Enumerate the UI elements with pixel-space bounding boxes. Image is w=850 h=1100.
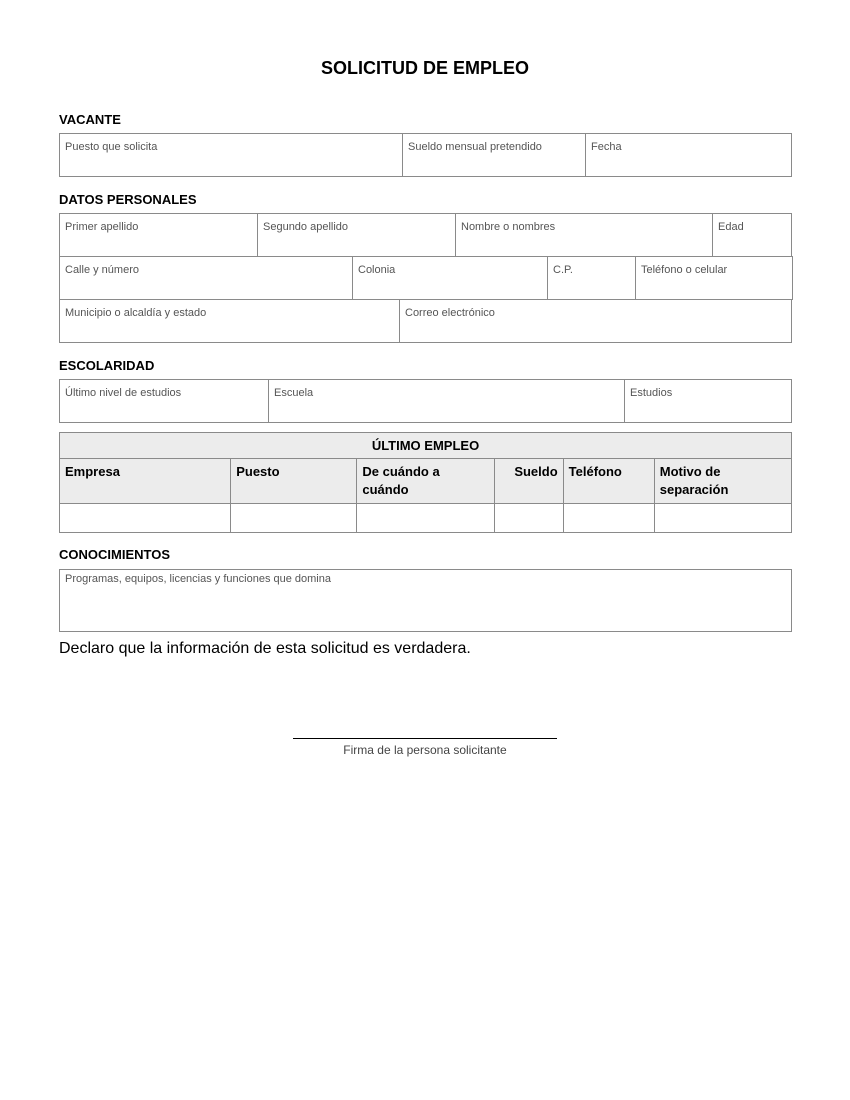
field-edad[interactable]: Edad [712,213,792,257]
table-row [60,504,792,533]
field-telefono[interactable]: Teléfono o celular [635,256,793,300]
field-nombre[interactable]: Nombre o nombres [455,213,713,257]
datos-personales-fields [59,213,792,342]
field-fecha[interactable]: Fecha [585,133,792,177]
column-header-motivo: Motivo de separación [654,459,791,504]
ultimo-empleo-heading: ÚLTIMO EMPLEO [60,433,792,459]
field-municipio[interactable]: Municipio o alcaldía y estado [59,299,400,343]
escolaridad-fields [59,379,792,422]
declaration-text: Declaro que la información de esta solicitud es verdadera. [59,640,471,657]
column-header-puesto: Puesto [231,459,357,504]
field-primer-apellido[interactable]: Primer apellido [59,213,258,257]
column-header-empresa: Empresa [60,459,231,504]
cell-empresa[interactable] [60,504,231,533]
cell-telefono[interactable] [563,504,654,533]
field-colonia[interactable]: Colonia [352,256,548,300]
field-ultimo-nivel[interactable]: Último nivel de estudios [59,379,269,423]
form-title: SOLICITUD DE EMPLEO [320,58,529,78]
ultimo-empleo-table [59,432,792,533]
field-puesto-que-solicita[interactable]: Puesto que solicita [59,133,403,177]
cell-sueldo[interactable] [494,504,563,533]
column-header-sueldo: Sueldo [494,459,563,504]
vacante-fields [59,133,792,176]
field-cp[interactable]: C.P. [547,256,636,300]
field-segundo-apellido[interactable]: Segundo apellido [257,213,456,257]
cell-motivo[interactable] [654,504,791,533]
field-escuela[interactable]: Escuela [268,379,625,423]
cell-periodo[interactable] [357,504,494,533]
column-header-telefono: Teléfono [563,459,654,504]
section-heading-datos-personales: DATOS PERSONALES [59,192,197,207]
field-correo[interactable]: Correo electrónico [399,299,792,343]
section-heading-escolaridad: ESCOLARIDAD [59,358,155,373]
signature-line[interactable] [293,738,557,739]
field-calle-numero[interactable]: Calle y número [59,256,353,300]
cell-puesto[interactable] [231,504,357,533]
field-sueldo-pretendido[interactable]: Sueldo mensual pretendido [402,133,586,177]
section-heading-vacante: VACANTE [59,112,121,127]
field-estudios[interactable]: Estudios [624,379,792,423]
conocimientos-field[interactable]: Programas, equipos, licencias y funciones que domina [59,569,792,632]
signature-label: Firma de la persona solicitante [343,743,507,757]
column-header-periodo: De cuándo a cuándo [357,459,494,504]
section-heading-conocimientos: CONOCIMIENTOS [59,547,170,562]
